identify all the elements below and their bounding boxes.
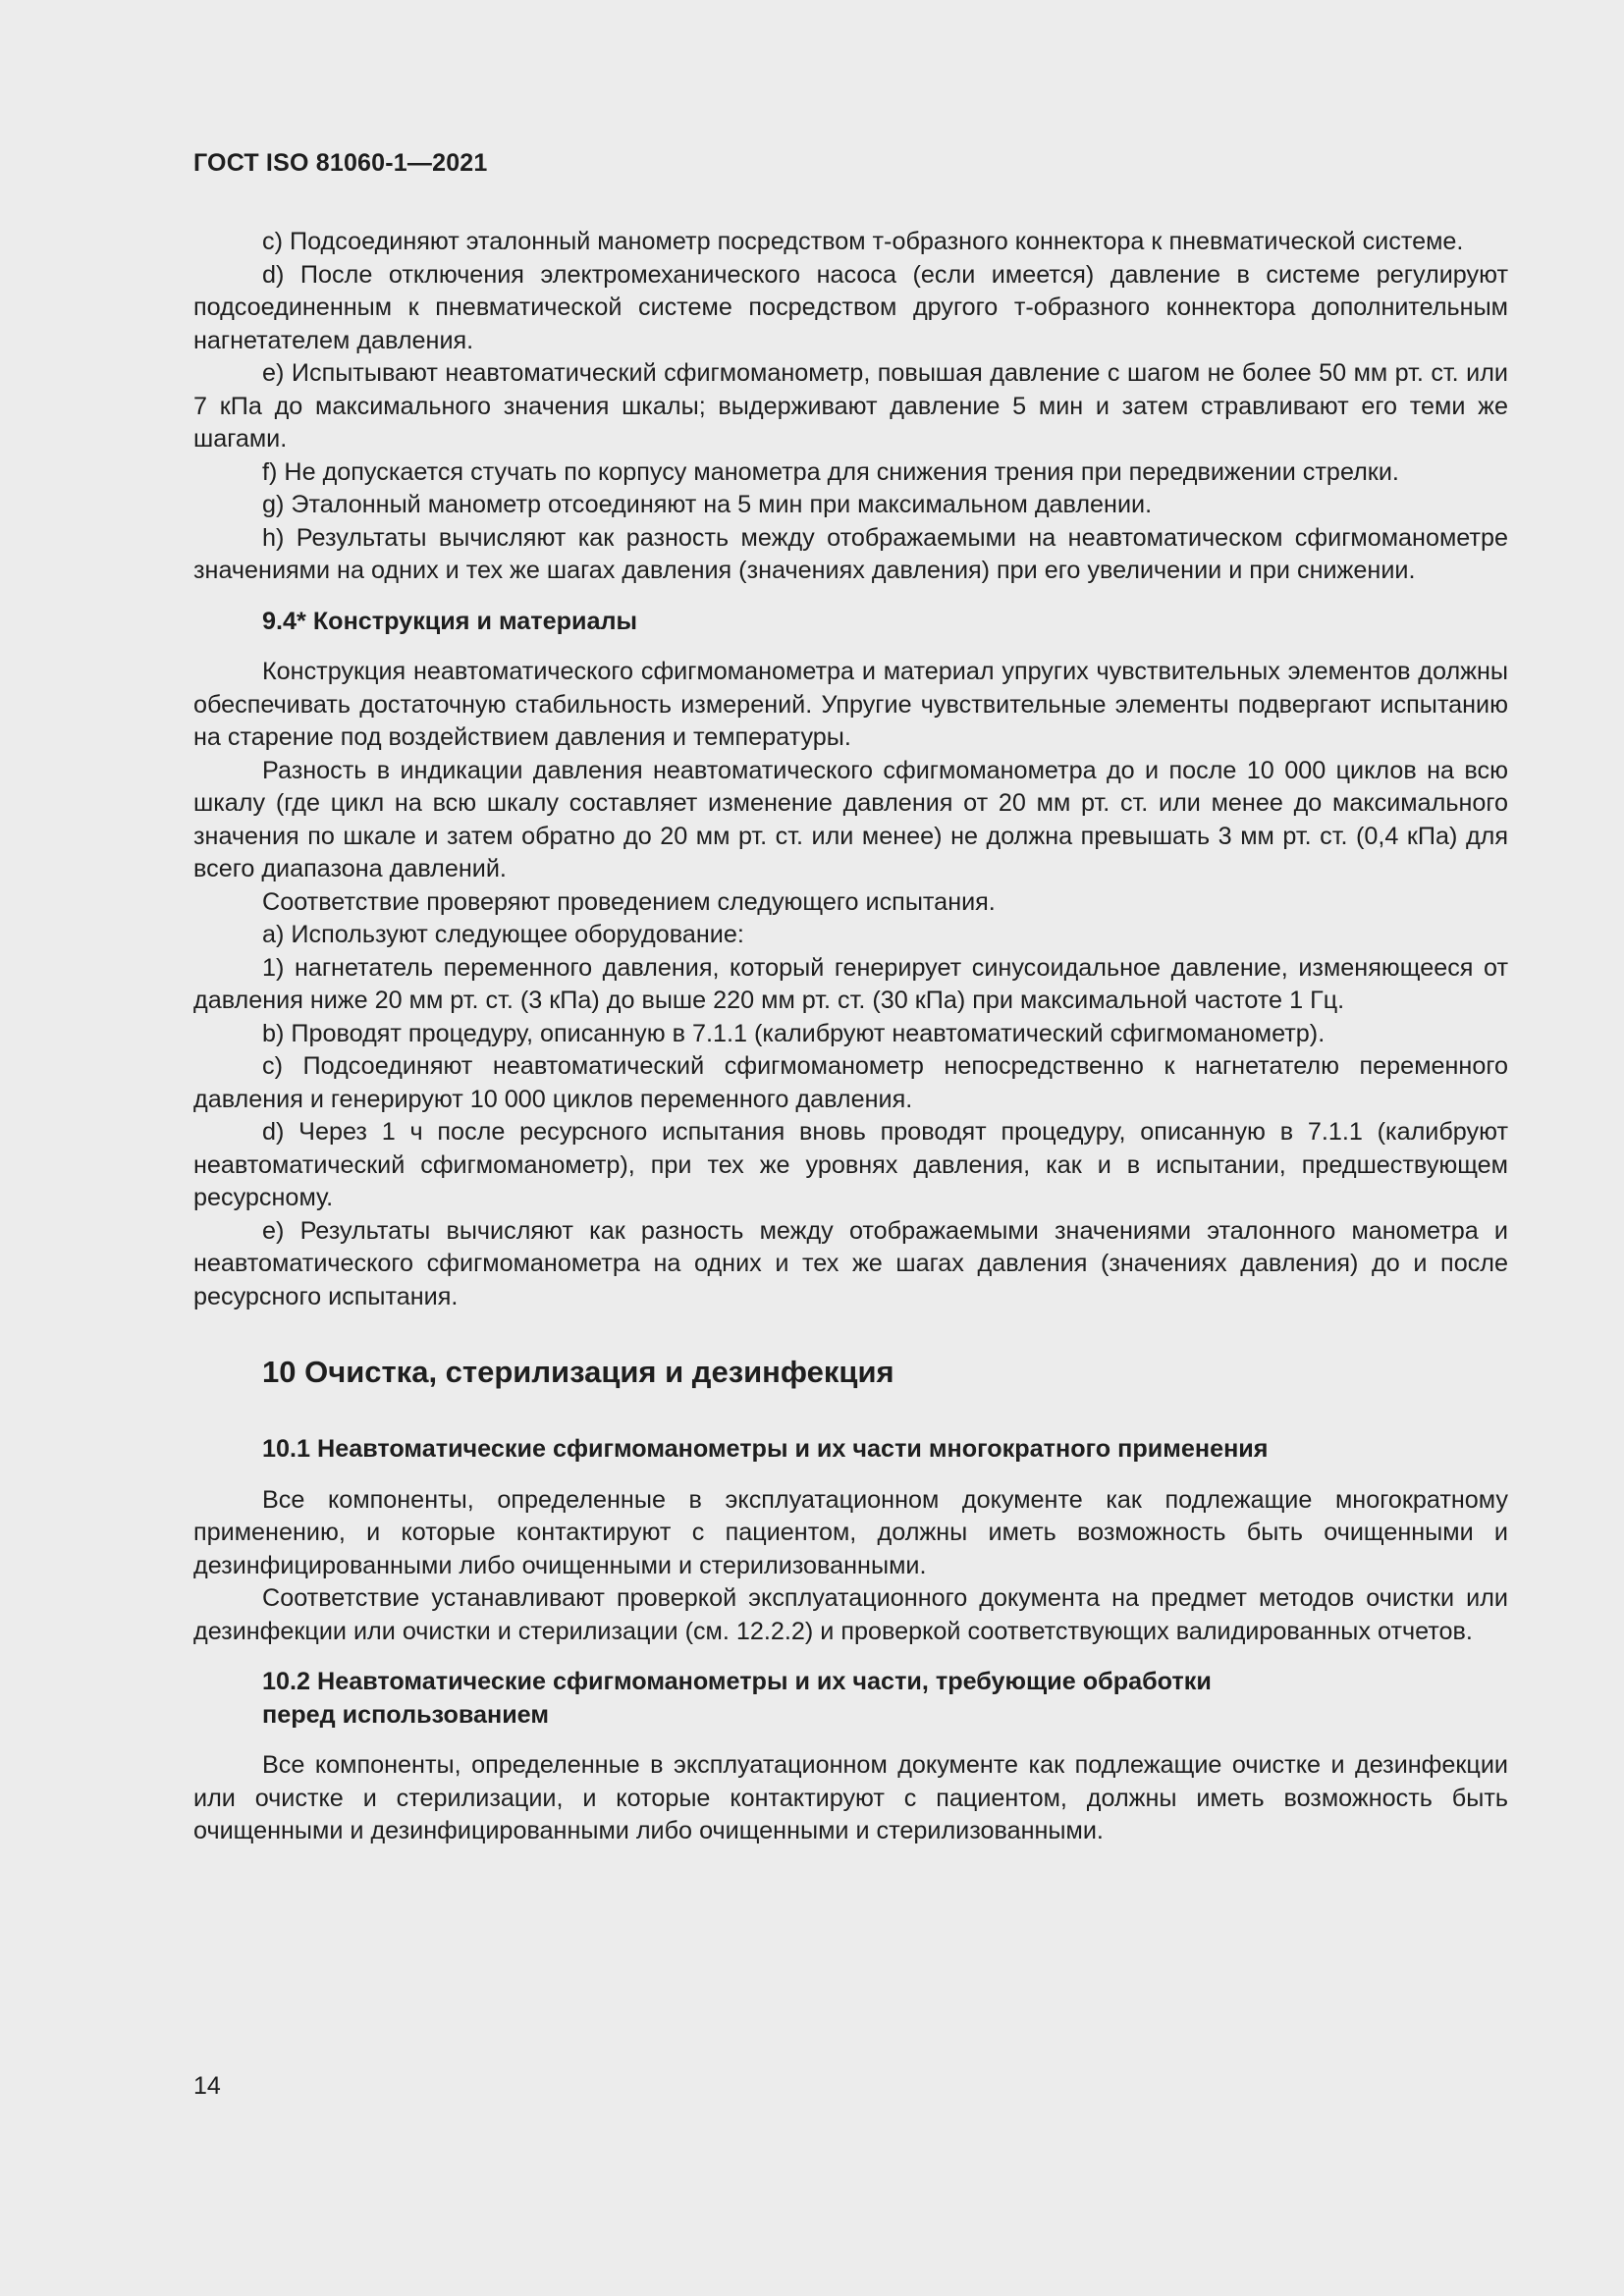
section-9-4-list-item-a: a) Используют следующее оборудование: [262, 921, 744, 948]
paragraph-item-e: e) Испытывают неавтоматический сфигмоманометр, повышая давление с шагом не более 50 мм рт. ст. или 7 кПа до максимального значения шкалы; выдерживают давление 5 мин и затем стравливают его теми же шагами. [193, 359, 1508, 453]
page-header-standard-number: ГОСТ ISO 81060-1—2021 [193, 149, 488, 177]
section-9-4-list-item-1: 1) нагнетатель переменного давления, который генерирует синусоидальное давление, изменяющееся от давления ниже 20 мм рт. ст. (3 кПа) до выше 220 мм рт. ст. (30 кПа) при максимальной частоте 1 Гц. [193, 953, 1508, 1014]
section-heading-10-2-line2: перед использованием [262, 1700, 549, 1729]
page-number: 14 [193, 2072, 221, 2100]
section-heading-9-4: 9.4* Конструкция и материалы [262, 607, 637, 635]
section-10-1-paragraph: Все компоненты, определенные в эксплуатационном документе как подлежащие многократному применению, и которые контактируют с пациентом, должны иметь возможность быть очищенными и дезинфицированными либо очищенными и стерилизованными. [193, 1485, 1508, 1579]
paragraph-item-d: d) После отключения электромеханического насоса (если имеется) давление в системе регулируют подсоединенным к пневматической системе посредством другого т-образного коннектора дополнительным нагнетателем давления. [193, 260, 1508, 354]
section-9-4-paragraph: Соответствие проверяют проведением следующего испытания. [262, 887, 996, 916]
paragraph-item-f: f) Не допускается стучать по корпусу манометра для снижения трения при передвижении стрелки. [262, 457, 1399, 486]
paragraph-item-c: c) Подсоединяют эталонный манометр посредством т-образного коннектора к пневматической системе. [262, 228, 1464, 255]
section-9-4-paragraph: Разность в индикации давления неавтоматического сфигмоманометра до и после 10 000 циклов на всю шкалу (где цикл на всю шкалу составляет изменение давления от 20 мм рт. ст. или менее до максимального значения по шкале и затем обратно до 20 мм рт. ст. или менее) не должна превышать 3 мм рт. ст. (0,4 кПа) для всего диапазона давлений. [193, 756, 1508, 882]
section-9-4-list-item-c: c) Подсоединяют неавтоматический сфигмоманометр непосредственно к нагнетателю переменного давления и генерируют 10 000 циклов переменного давления. [193, 1052, 1508, 1113]
section-10-2-paragraph: Все компоненты, определенные в эксплуатационном документе как подлежащие очистке и дезинфекции или очистке и стерилизации, и которые контактируют с пациентом, должны иметь возможность быть очищенными и дезинфицированными либо очищенными и стерилизованными. [193, 1751, 1508, 1844]
section-heading-10: 10 Очистка, стерилизация и дезинфекция [262, 1355, 894, 1389]
section-9-4-list-item-d: d) Через 1 ч после ресурсного испытания вновь проводят процедуру, описанную в 7.1.1 (калибруют неавтоматический сфигмоманометр), при тех же уровнях давления, как и в испытании, предшествующем ресурсному. [193, 1118, 1508, 1211]
page-content [193, 226, 1508, 1848]
paragraph-item-g: g) Эталонный манометр отсоединяют на 5 мин при максимальном давлении. [262, 491, 1153, 518]
paragraph-item-h: h) Результаты вычисляют как разность между отображаемыми на неавтоматическом сфигмоманометре значениями на одних и тех же шагах давления (значениях давления) при его увеличении и при снижении. [193, 523, 1508, 584]
section-heading-10-2-line1: 10.2 Неавтоматические сфигмоманометры и их части, требующие обработки [262, 1668, 1212, 1695]
section-heading-10-1: 10.1 Неавтоматические сфигмоманометры и их части многократного применения [262, 1435, 1269, 1463]
section-10-1-paragraph: Соответствие устанавливают проверкой эксплуатационного документа на предмет методов очистки или дезинфекции или очистки и стерилизации (см. 12.2.2) и проверкой соответствующих валидированных отчетов. [193, 1584, 1508, 1645]
section-9-4-list-item-e: e) Результаты вычисляют как разность между отображаемыми значениями эталонного манометра и неавтоматического сфигмоманометра на одних и тех же шагах давления (значениях давления) до и после ресурсного испытания. [193, 1216, 1508, 1310]
section-9-4-paragraph: Конструкция неавтоматического сфигмоманометра и материал упругих чувствительных элементов должны обеспечивать достаточную стабильность измерений. Упругие чувствительные элементы подвергают испытанию на старение под воздействием давления и температуры. [193, 658, 1508, 751]
section-heading-10-2 [193, 1666, 1508, 1732]
section-9-4-list-item-b: b) Проводят процедуру, описанную в 7.1.1 (калибруют неавтоматический сфигмоманометр). [262, 1019, 1326, 1047]
